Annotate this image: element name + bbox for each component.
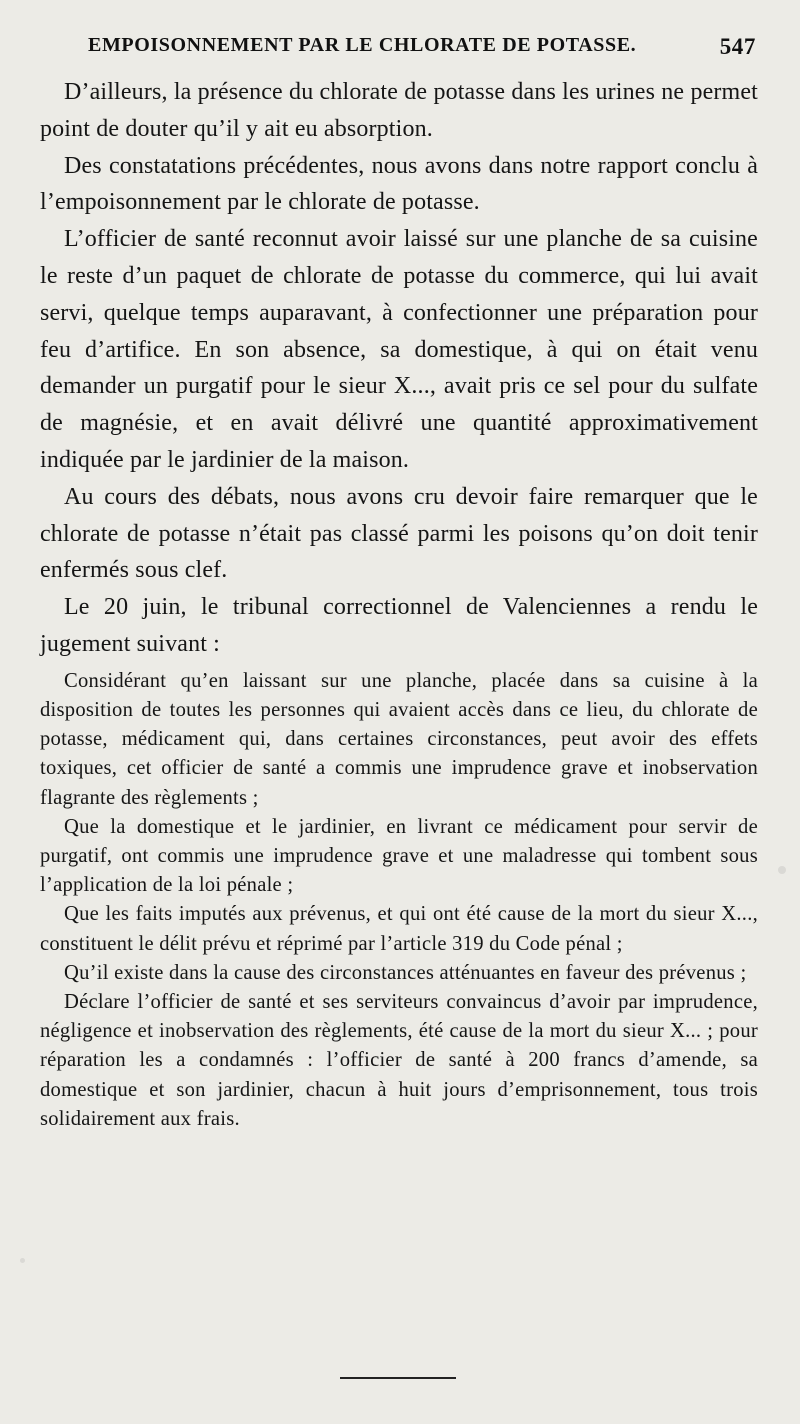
judgment-paragraph: Que la domestique et le jardinier, en livrant ce médicament pour servir de purgatif, ont commis une imprudence grave et une maladresse qui tombent sous l’application de la loi pénale ; (40, 815, 758, 897)
running-title: EMPOISONNEMENT PAR LE CHLORATE DE POTASSE. (88, 34, 637, 56)
paragraph-debates: Au cours des débats, nous avons cru devoir faire remarquer que le chlorate de potasse n’était pas classé parmi les poisons qu’on doit tenir enfermés sous clef. (40, 483, 758, 584)
section-rule (340, 1377, 456, 1379)
judgment-paragraph: Considérant qu’en laissant sur une planche, placée dans sa cuisine à la disposition de toutes les personnes qui avaient accès dans ce lieu, du chlorate de potasse, médicament qui, dans certaines circonstances, peut avoir des effets toxiques, cet officier de santé a commis une imprudence grave et inobservation flagrante des règlements ; (40, 669, 758, 809)
judgment-paragraph: Qu’il existe dans la cause des circonstances atténuantes en faveur des prévenus ; (64, 961, 747, 984)
paragraph-conclusion: Des constatations précédentes, nous avons dans notre rapport conclu à l’empoisonnement par le chlorate de potasse. (40, 152, 758, 216)
paragraph-circumstances: L’officier de santé reconnut avoir laissé sur une planche de sa cuisine le reste d’un paquet de chlorate de potasse du commerce, qui lui avait servi, quelque temps auparavant, à confectionner une préparation pour feu d’artifice. En son absence, sa domestique, à qui on était venu demander un purgatif pour le sieur X..., avait pris ce sel pour du sulfate de magnésie, et en avait délivré une quantité approximativement indiquée par le jardinier de la maison. (40, 226, 758, 473)
main-text (40, 74, 758, 663)
paragraph-absorption: D’ailleurs, la présence du chlorate de potasse dans les urines ne permet point de douter qu’il y ait eu absorption. (40, 79, 758, 142)
judgment-paragraph: Déclare l’officier de santé et ses serviteurs convaincus d’avoir par imprudence, négligence et inobservation des règlements, été cause de la mort du sieur X... ; pour réparation les a condamnés : l’officier de santé à 200 francs d’amende, sa domestique et son jardinier, chacun à huit jours d’emprisonnement, tous trois solidairement aux frais. (40, 990, 758, 1130)
paragraph-judgment-intro: Le 20 juin, le tribunal correctionnel de Valenciennes a rendu le jugement suivant : (40, 594, 758, 657)
judgment-paragraph: Que les faits imputés aux prévenus, et qui ont été cause de la mort du sieur X..., constituent le délit prévu et réprimé par l’article 319 du Code pénal ; (40, 903, 758, 955)
page-number: 547 (719, 34, 756, 59)
running-head (40, 34, 758, 74)
judgment-text (40, 667, 758, 1134)
